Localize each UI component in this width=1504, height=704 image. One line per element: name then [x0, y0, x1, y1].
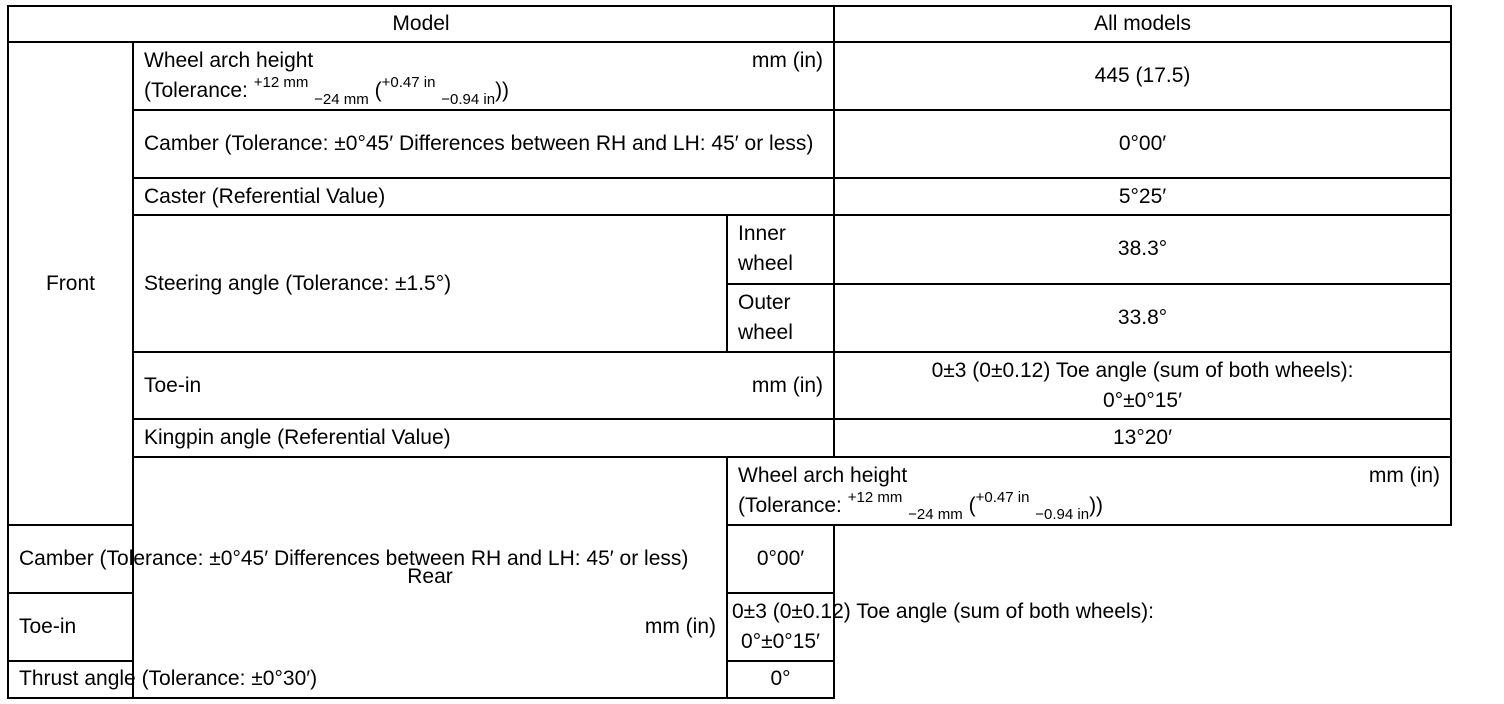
front-toe-in-row — [8, 352, 1451, 419]
front-camber-label: Camber (Tolerance: ±0°45′ Differences between RH and LH: 45′ or less) — [133, 110, 834, 178]
front-caster-row — [8, 178, 1451, 215]
front-kingpin-value: 13°20′ — [834, 419, 1451, 456]
rear-wheel-arch-text: Wheel arch height (Tolerance: $^{+12 mm}$ $_{-24 mm}$ ($^{+0.47 in}$ $_{-0.94 in}$)) — [738, 463, 1104, 523]
rear-wheel-arch-row — [8, 457, 1451, 525]
front-wheel-arch-unit: mm (in) — [751, 48, 824, 72]
rear-camber-value: 0°00′ — [727, 525, 834, 593]
all-models-header: All models — [834, 6, 1451, 42]
rear-toe-in-unit: mm (in) — [644, 615, 716, 638]
front-kingpin-row — [8, 419, 1451, 456]
rear-camber-row — [8, 525, 1451, 593]
front-steering-label: Steering angle (Tolerance: ±1.5°) — [133, 215, 727, 352]
front-toe-in-value: 0±3 (0±0.12) Toe angle (sum of both wheels): 0°±0°15′ — [834, 352, 1451, 419]
rear-toe-in-row — [8, 593, 1451, 660]
rear-thrust-row — [8, 661, 1451, 698]
header-row — [8, 6, 1451, 42]
rear-toe-in-value: 0±3 (0±0.12) Toe angle (sum of both wheels): 0°±0°15′ — [727, 593, 834, 660]
rear-thrust-label: Thrust angle (Tolerance: ±0°30′) — [8, 661, 727, 698]
front-wheel-arch-row — [8, 42, 1451, 109]
front-steering-inner-value: 38.3° — [834, 215, 1451, 283]
rear-wheel-arch-tolerance: (Tolerance: $^{+12 mm}$ $_{-24 mm}$ ($^{+0.47 in}$ $_{-0.94 in}$)) — [738, 488, 1104, 523]
front-steering-outer-label: Outer wheel — [727, 284, 834, 352]
front-camber-row — [8, 110, 1451, 178]
front-wheel-arch-label — [133, 42, 834, 109]
front-kingpin-label: Kingpin angle (Referential Value) — [133, 419, 834, 456]
front-wheel-arch-tolerance: (Tolerance: $^{+12 mm}$ $_{-24 mm}$ ($^{+0.47 in}$ $_{-0.94 in}$)) — [144, 73, 510, 108]
front-steering-inner-label: Inner wheel — [727, 215, 834, 283]
front-camber-value: 0°00′ — [834, 110, 1451, 178]
front-wheel-arch-value: 445 (17.5) — [834, 42, 1451, 109]
alignment-spec-table — [7, 5, 1452, 699]
model-header: Model — [8, 6, 834, 42]
front-steering-inner-row — [8, 215, 1451, 283]
rear-wheel-arch-label — [727, 457, 1451, 525]
front-section-label: Front — [8, 42, 133, 525]
rear-thrust-value: 0° — [727, 661, 834, 698]
rear-camber-label: Camber (Tolerance: ±0°45′ Differences between RH and LH: 45′ or less) — [8, 525, 727, 593]
front-toe-in-label: mm (in) Toe-in — [133, 352, 834, 419]
front-steering-outer-value: 33.8° — [834, 284, 1451, 352]
front-wheel-arch-text: Wheel arch height (Tolerance: $^{+12 mm}$ $_{-24 mm}$ ($^{+0.47 in}$ $_{-0.94 in}$)) — [144, 48, 510, 108]
rear-wheel-arch-unit: mm (in) — [1368, 463, 1441, 487]
front-caster-value: 5°25′ — [834, 178, 1451, 215]
front-toe-in-unit: mm (in) — [751, 373, 824, 397]
rear-section-label: Rear — [133, 457, 727, 698]
rear-toe-in-label: mm (in) Toe-in — [8, 593, 727, 660]
front-caster-label: Caster (Referential Value) — [133, 178, 834, 215]
